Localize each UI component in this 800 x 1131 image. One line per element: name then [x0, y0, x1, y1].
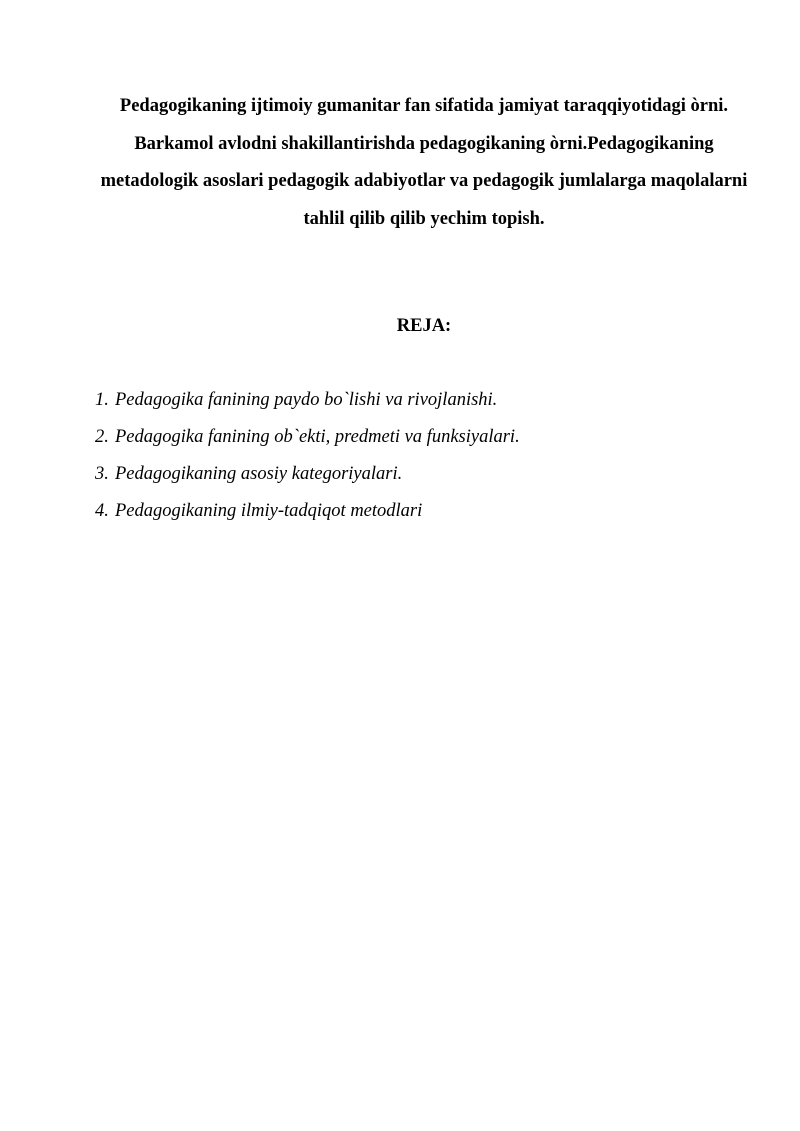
plan-item — [95, 385, 753, 422]
plan-item-number: 4. — [95, 501, 109, 521]
plan-item-text: Pedagogika fanining paydo bo`lishi va rivojlanishi. — [115, 390, 498, 410]
plan-heading: REJA: — [396, 316, 452, 336]
plan-item — [95, 496, 753, 533]
plan-item — [95, 422, 753, 459]
plan-item-number: 1. — [95, 390, 109, 410]
document-title: Pedagogikaning ijtimoiy gumanitar fan sifatida jamiyat taraqqiyotidagi òrni. Barkamol avlodni shakillantirishda pedagogikaning òrni.Pedagogikaning metadologik asoslari pedagogik adabiyotlar va pedagogik jumlalarga maqolalarni tahlil qilib qilib yechim topish. — [100, 96, 748, 229]
plan-item — [95, 459, 753, 496]
plan-item-text: Pedagogikaning asosiy kategoriyalari. — [115, 464, 403, 484]
plan-item-text: Pedagogika fanining ob`ekti, predmeti va funksiyalari. — [115, 427, 520, 447]
plan-item-number: 2. — [95, 427, 109, 447]
plan-list — [95, 385, 753, 533]
plan-item-text: Pedagogikaning ilmiy-tadqiqot metodlari — [115, 501, 423, 521]
plan-item-number: 3. — [95, 464, 109, 484]
